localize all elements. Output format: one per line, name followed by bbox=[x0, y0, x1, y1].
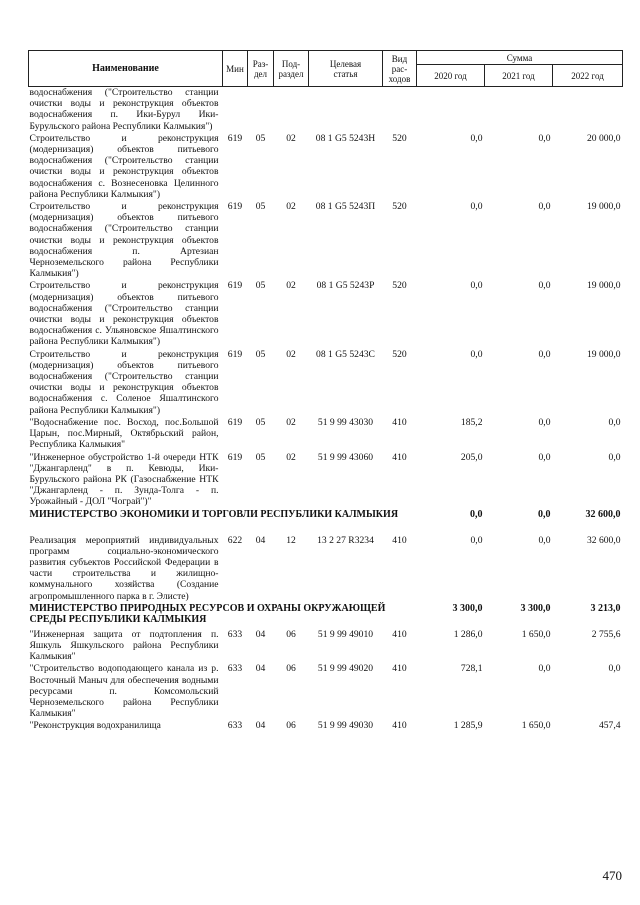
cell-2022: 0,0 bbox=[608, 451, 621, 463]
table-row bbox=[29, 133, 623, 201]
cell-2021: 0,0 bbox=[538, 663, 551, 675]
budget-table bbox=[28, 50, 623, 733]
table-row bbox=[29, 417, 623, 452]
cell-name: "Водоснабжение пос. Восход, пос.Большой Царын, пос.Мирный, Октябрьский район, Республика Калмыкия" bbox=[29, 416, 219, 451]
cell-2021: 3 300,0 bbox=[520, 602, 551, 614]
cell-min: 633 bbox=[227, 720, 243, 732]
cell-min: 619 bbox=[227, 132, 243, 144]
cell-2020: 1 286,0 bbox=[453, 628, 483, 640]
cell-target: 51 9 99 49030 bbox=[317, 720, 374, 732]
budget-table-page bbox=[28, 50, 622, 733]
header-razdel: Раз- дел bbox=[248, 51, 274, 87]
cell-2022 bbox=[553, 87, 623, 133]
cell-2020: 0,0 bbox=[470, 348, 483, 360]
cell-target: 13 2 27 R3234 bbox=[317, 534, 374, 546]
cell-podrazdel bbox=[274, 87, 309, 133]
cell-vid: 410 bbox=[392, 534, 407, 546]
table-row bbox=[29, 87, 623, 133]
cell-2022: 19 000,0 bbox=[586, 201, 621, 213]
cell-razdel: 04 bbox=[255, 720, 266, 732]
cell-name: Строительство и реконструкция (модернизация) объектов питьевого водоснабжения ("Строительство станции очистки воды и реконструкция объектов водоснабжения с. Вознесеновка Целинного района Республики Калмыкия") bbox=[29, 132, 219, 200]
cell-2021: 1 650,0 bbox=[521, 720, 551, 732]
header-target: Целевая статья bbox=[309, 51, 383, 87]
cell-min bbox=[223, 87, 248, 133]
table-row bbox=[29, 201, 623, 280]
cell-2022: 32 600,0 bbox=[586, 534, 621, 546]
cell-2022: 2 755,6 bbox=[591, 628, 621, 640]
cell-vid: 520 bbox=[392, 132, 407, 144]
cell-podrazdel: 02 bbox=[286, 201, 296, 213]
cell-vid: 410 bbox=[392, 628, 407, 640]
cell-2021: 0,0 bbox=[538, 280, 551, 292]
cell-name: Реализация мероприятий индивидуальных программ социально-экономического развития субъектов Российской Федерации в части строительства и жилищно-коммунального хозяйства (Создание агропромышленного парка в г. Элисте) bbox=[29, 534, 219, 602]
table-body bbox=[29, 87, 623, 733]
cell-target: 51 9 99 43060 bbox=[317, 451, 374, 463]
cell-razdel: 05 bbox=[255, 201, 266, 213]
cell-razdel: 05 bbox=[255, 348, 266, 360]
table-row bbox=[29, 280, 623, 348]
header-vid: Вид рас- ходов bbox=[383, 51, 417, 87]
cell-razdel: 04 bbox=[255, 663, 266, 675]
cell-2020: 0,0 bbox=[470, 534, 483, 546]
cell-target: 51 9 99 49020 bbox=[317, 663, 374, 675]
cell-target: 51 9 99 49010 bbox=[317, 628, 374, 640]
cell-name: Строительство и реконструкция (модернизация) объектов питьевого водоснабжения ("Строительство станции очистки воды и реконструкция объектов водоснабжения с. Ульяновское Яшалтинского района Республики Калмыкия") bbox=[29, 280, 219, 348]
cell-2022: 32 600,0 bbox=[585, 508, 621, 520]
cell-2020: 0,0 bbox=[470, 132, 483, 144]
cell-vid bbox=[383, 87, 417, 133]
cell-2021: 0,0 bbox=[538, 534, 551, 546]
cell-2021: 1 650,0 bbox=[521, 628, 551, 640]
cell-vid: 410 bbox=[392, 720, 407, 732]
cell-razdel bbox=[248, 87, 274, 133]
header-2021: 2021 год bbox=[485, 65, 553, 87]
cell-2021: 0,0 bbox=[538, 451, 551, 463]
cell-2022: 0,0 bbox=[608, 416, 621, 428]
cell-2022: 19 000,0 bbox=[586, 280, 621, 292]
header-2020: 2020 год bbox=[417, 65, 485, 87]
cell-name: водоснабжения ("Строительство станции очистки воды и реконструкция объектов водоснабжения п. Ики-Бурул Ики-Бурульского района Республики Калмыкия") bbox=[29, 87, 219, 132]
cell-name: "Строительство водоподающего канала из р. Восточный Маныч для обеспечения водными ресурсами п. Комсомольский Черноземельского района Республики Калмыкия" bbox=[29, 663, 219, 720]
table-row bbox=[29, 629, 623, 664]
cell-name: Строительство и реконструкция (модернизация) объектов питьевого водоснабжения ("Строительство станции очистки воды и реконструкция объектов водоснабжения с. Соленое Яшалтинского района Республики Калмыкия") bbox=[29, 348, 219, 416]
header-sum: Сумма bbox=[417, 51, 623, 65]
cell-name: "Инженерное обустройство 1-й очереди НТК "Джангарленд" в п. Кевюды, Ики-Бурульского района РК (Газоснабжение НТК "Джангарленд - п. Зунда-Толга - п. Урожайный - ДОЛ "Чограй")" bbox=[29, 451, 219, 508]
cell-podrazdel: 12 bbox=[286, 534, 296, 546]
cell-target: 51 9 99 43030 bbox=[317, 416, 374, 428]
cell-min: 622 bbox=[227, 534, 243, 546]
cell-razdel: 05 bbox=[255, 416, 266, 428]
cell-vid: 520 bbox=[392, 348, 407, 360]
cell-razdel: 05 bbox=[255, 451, 266, 463]
cell-2022: 3 213,0 bbox=[590, 602, 621, 614]
cell-podrazdel: 02 bbox=[286, 348, 296, 360]
cell-2021: 0,0 bbox=[538, 201, 551, 213]
cell-2022: 457,4 bbox=[598, 720, 621, 732]
header-podrazdel: Под- раздел bbox=[274, 51, 309, 87]
cell-min: 633 bbox=[227, 628, 243, 640]
cell-2022: 19 000,0 bbox=[586, 348, 621, 360]
cell-2021: 0,0 bbox=[538, 416, 551, 428]
cell-2020: 0,0 bbox=[470, 508, 483, 520]
cell-2020: 1 285,9 bbox=[453, 720, 483, 732]
cell-razdel: 05 bbox=[255, 132, 266, 144]
table-row bbox=[29, 720, 623, 732]
cell-target: 08 1 G5 5243П bbox=[315, 201, 376, 213]
cell-2020: 0,0 bbox=[470, 280, 483, 292]
cell-razdel: 05 bbox=[255, 280, 266, 292]
cell-2021: 0,0 bbox=[538, 132, 551, 144]
cell-min: 619 bbox=[227, 280, 243, 292]
cell-podrazdel: 02 bbox=[286, 132, 296, 144]
page-number: 470 bbox=[602, 868, 622, 883]
ministry-total-row bbox=[29, 603, 623, 629]
cell-2020: 185,2 bbox=[460, 416, 483, 428]
cell-podrazdel: 06 bbox=[286, 628, 296, 640]
cell-2022: 0,0 bbox=[608, 663, 621, 675]
table-row bbox=[29, 535, 623, 603]
cell-target: 08 1 G5 5243С bbox=[316, 348, 375, 360]
cell-vid: 520 bbox=[392, 280, 407, 292]
cell-vid: 410 bbox=[392, 416, 407, 428]
cell-2021 bbox=[485, 87, 553, 133]
table-row bbox=[29, 663, 623, 720]
cell-name: МИНИСТЕРСТВО ЭКОНОМИКИ И ТОРГОВЛИ РЕСПУБЛИКИ КАЛМЫКИЯ bbox=[29, 508, 399, 520]
cell-vid: 520 bbox=[392, 201, 407, 213]
cell-podrazdel: 02 bbox=[286, 451, 296, 463]
cell-2020: 728,1 bbox=[460, 663, 483, 675]
cell-name: Строительство и реконструкция (модернизация) объектов питьевого водоснабжения ("Строительство станции очистки воды и реконструкция объектов водоснабжения п. Артезиан Черноземельского района Республики Калмыкия") bbox=[29, 201, 219, 280]
cell-podrazdel: 06 bbox=[286, 720, 296, 732]
cell-2021: 0,0 bbox=[538, 508, 551, 520]
cell-2020: 3 300,0 bbox=[452, 602, 483, 614]
cell-min: 619 bbox=[227, 201, 243, 213]
cell-podrazdel: 06 bbox=[286, 663, 296, 675]
table-row bbox=[29, 349, 623, 417]
table-row bbox=[29, 452, 623, 509]
cell-min: 619 bbox=[227, 348, 243, 360]
cell-razdel: 04 bbox=[255, 534, 266, 546]
cell-2021: 0,0 bbox=[538, 348, 551, 360]
cell-2020 bbox=[417, 87, 485, 133]
cell-vid: 410 bbox=[392, 451, 407, 463]
ministry-total-row bbox=[29, 509, 623, 535]
cell-name: МИНИСТЕРСТВО ПРИРОДНЫХ РЕСУРСОВ И ОХРАНЫ ОКРУЖАЮЩЕЙ СРЕДЫ РЕСПУБЛИКИ КАЛМЫКИЯ bbox=[29, 602, 386, 625]
cell-target bbox=[309, 87, 383, 133]
cell-name: "Реконструкция водохранилища bbox=[29, 720, 161, 732]
header-name: Наименование bbox=[29, 51, 223, 87]
cell-vid: 410 bbox=[392, 663, 407, 675]
cell-podrazdel: 02 bbox=[286, 416, 296, 428]
cell-razdel: 04 bbox=[255, 628, 266, 640]
cell-podrazdel: 02 bbox=[286, 280, 296, 292]
header-2022: 2022 год bbox=[553, 65, 623, 87]
cell-min: 619 bbox=[227, 416, 243, 428]
cell-2020: 0,0 bbox=[470, 201, 483, 213]
cell-min: 619 bbox=[227, 451, 243, 463]
cell-min: 633 bbox=[227, 663, 243, 675]
cell-2022: 20 000,0 bbox=[586, 132, 621, 144]
cell-name: "Инженерная защита от подтопления п. Яшкуль Яшкульского района Республики Калмыкия" bbox=[29, 628, 219, 663]
cell-2020: 205,0 bbox=[460, 451, 483, 463]
cell-target: 08 1 G5 5243Н bbox=[315, 132, 376, 144]
header-min: Мин bbox=[223, 51, 248, 87]
cell-target: 08 1 G5 5243Р bbox=[316, 280, 375, 292]
